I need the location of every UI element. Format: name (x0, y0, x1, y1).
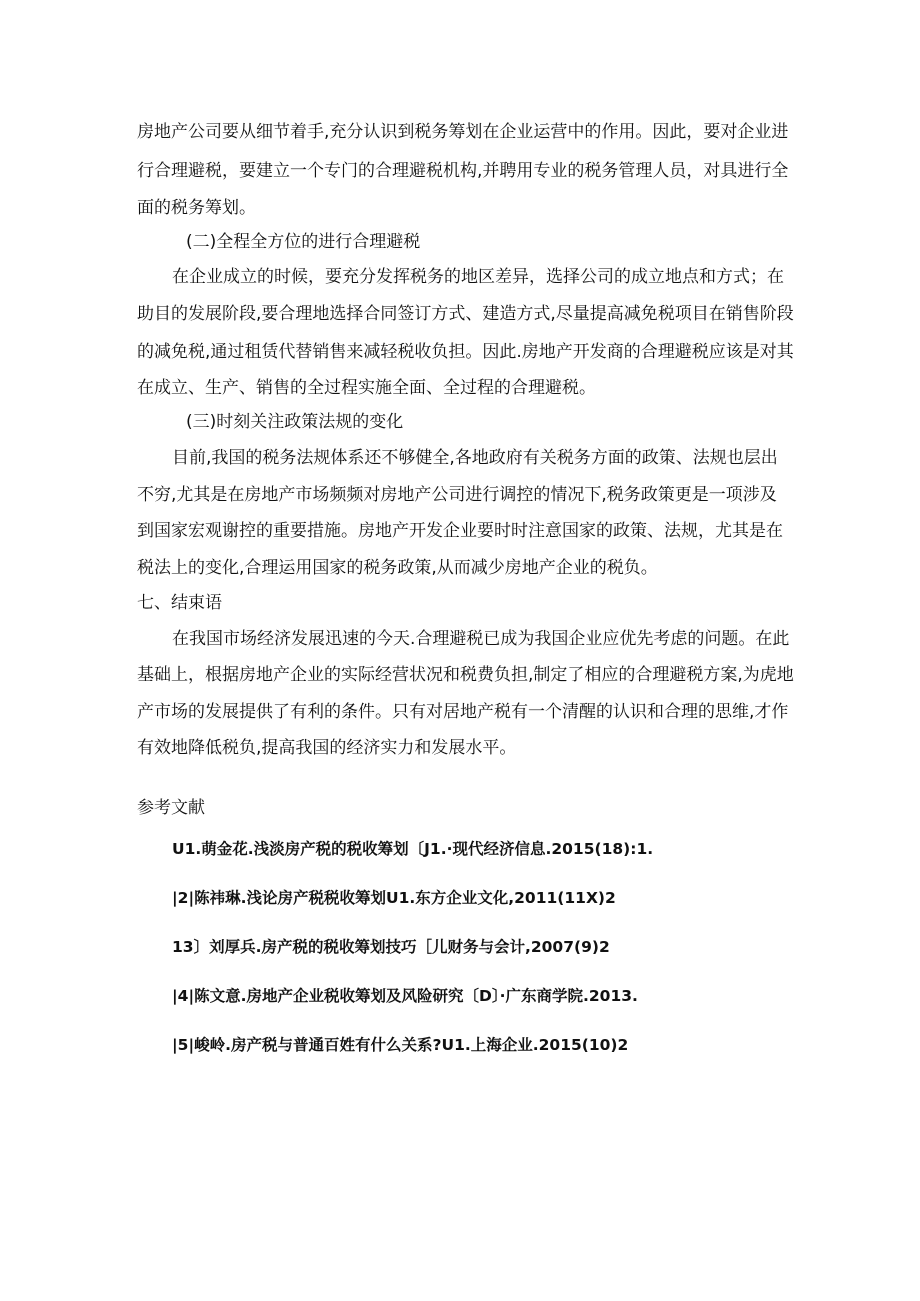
reference-item-3: 13〕刘厚兵.房产税的税收筹划技巧［儿财务与会计,2007(9)2 (172, 938, 610, 956)
reference-item-2: |2|陈祎琳.浅论房产税税收筹划U1.东方企业文化,2011(11X)2 (172, 889, 616, 907)
paragraph-1-line-3: 面的税务筹划。 (137, 198, 256, 218)
reference-item-4: |4|陈文意.房地产企业税收筹划及风险研究〔D〕·广东商学院.2013. (172, 987, 638, 1005)
reference-item-1: U1.萌金花.浅淡房产税的税收筹划〔J1.·现代经济信息.2015(18):1. (172, 840, 654, 858)
paragraph-2-line-2: 助目的发展阶段,要合理地选择合同签订方式、建造方式,尽量提高减免税项目在销售阶段 (137, 304, 794, 324)
paragraph-1-line-2: 行合理避税，要建立一个专门的合理避税机构,并聘用专业的税务管理人员，对具进行全 (137, 161, 789, 181)
paragraph-2-line-3: 的减免税,通过租赁代替销售来减轻税收负担。因此.房地产开发商的合理避税应该是对其 (137, 342, 794, 362)
subheading-3: (三)时刻关注政策法规的变化 (186, 412, 404, 432)
paragraph-2-line-1: 在企业成立的时候，要充分发挥税务的地区差异，选择公司的成立地点和方式；在 (172, 267, 784, 287)
paragraph-3-line-2: 不穷,尤其是在房地产市场频频对房地产公司进行调控的情况下,税务政策更是一项涉及 (137, 485, 777, 505)
paragraph-2-line-4: 在成立、生产、销售的全过程实施全面、全过程的合理避税。 (137, 378, 596, 398)
paragraph-4-line-2: 基础上，根据房地产企业的实际经营状况和税费负担,制定了相应的合理避税方案,为虎地 (137, 665, 794, 685)
reference-item-5: |5|峻岭.房产税与普通百姓有什么关系?U1.上海企业.2015(10)2 (172, 1036, 629, 1054)
subheading-2: (二)全程全方位的进行合理避税 (186, 232, 421, 252)
paragraph-3-line-1: 目前,我国的税务法规体系还不够健全,各地政府有关税务方面的政策、法规也层出 (172, 448, 778, 468)
paragraph-4-line-1: 在我国市场经济发展迅速的今天.合理避税已成为我国企业应优先考虑的问题。在此 (172, 629, 790, 649)
references-heading: 参考文献 (137, 798, 205, 818)
paragraph-4-line-3: 产市场的发展提供了有利的条件。只有对居地产税有一个清醒的认识和合理的思维,才作 (137, 702, 789, 722)
paragraph-4-line-4: 有效地降低税负,提高我国的经济实力和发展水平。 (137, 738, 517, 758)
paragraph-3-line-3: 到国家宏观谢控的重要措施。房地产开发企业要时时注意国家的政策、法规，尤其是在 (137, 521, 783, 541)
paragraph-1-line-1: 房地产公司要从细节着手,充分认识到税务筹划在企业运营中的作用。因此，要对企业进 (137, 122, 789, 142)
section-7-heading: 七、结束语 (137, 593, 222, 613)
paragraph-3-line-4: 税法上的变化,合理运用国家的税务政策,从而减少房地产企业的税负。 (137, 558, 658, 578)
